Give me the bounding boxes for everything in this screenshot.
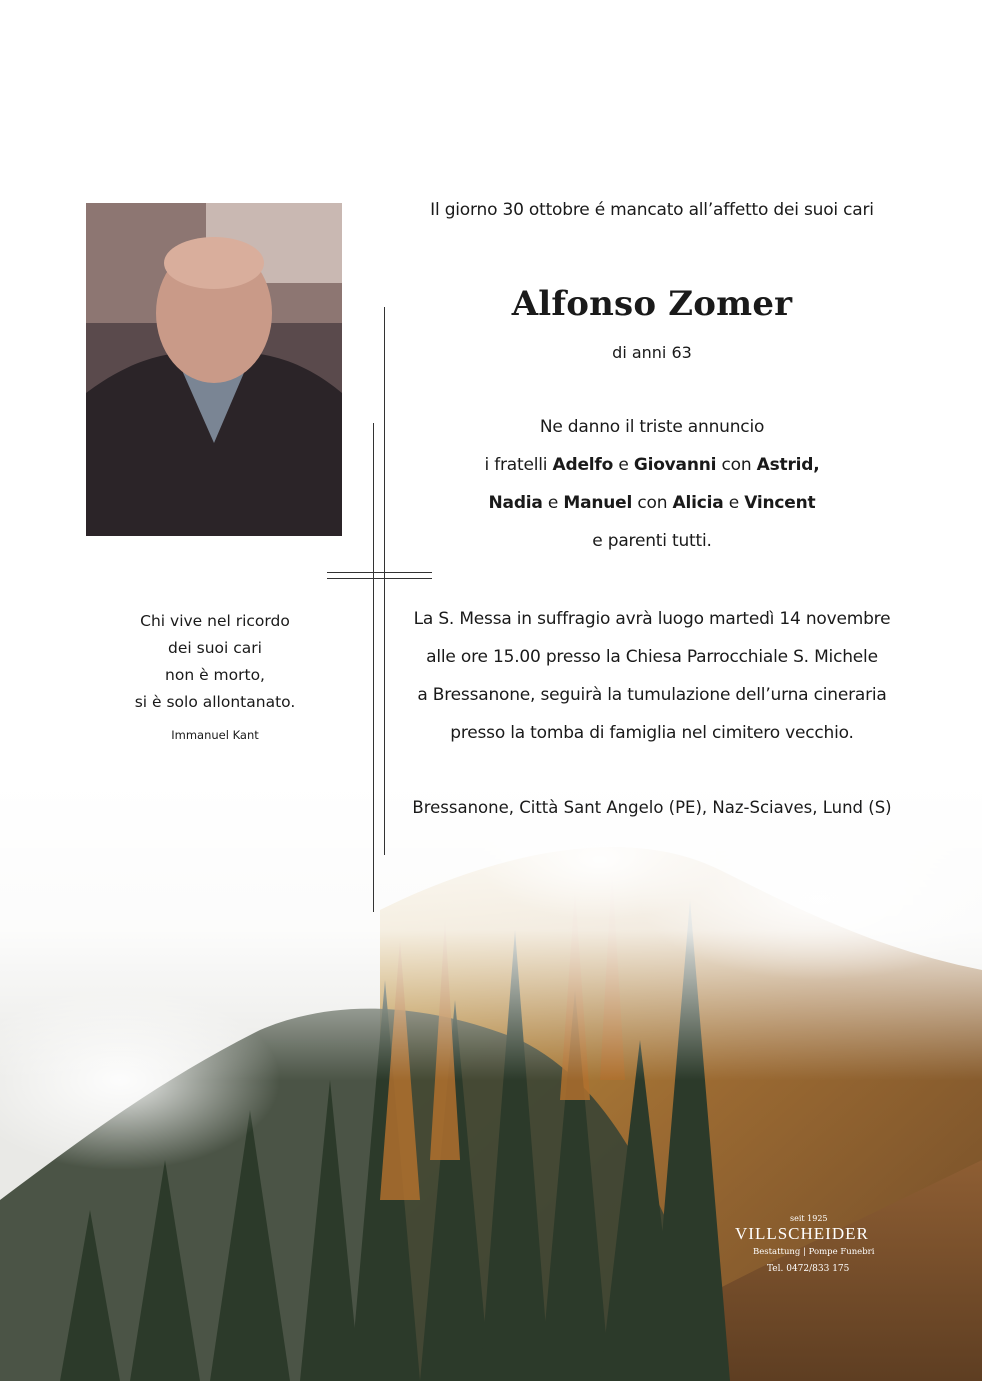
text-con: con xyxy=(721,455,752,475)
name-manuel: Manuel xyxy=(563,493,633,513)
announcement-line-1: Ne danno il triste annuncio xyxy=(539,417,765,437)
announcement-line-2 xyxy=(400,446,904,484)
name-vincent: Vincent xyxy=(744,493,816,513)
cross-vertical-line-1 xyxy=(384,307,385,855)
mass-details xyxy=(400,600,904,752)
cross-horizontal-line-2 xyxy=(327,578,432,579)
text-con: con xyxy=(637,493,668,513)
cross-vertical-line-2 xyxy=(373,423,374,912)
quote-line-3: non è morto, xyxy=(165,666,265,684)
forest-landscape-image xyxy=(0,780,982,1381)
portrait-illustration xyxy=(86,203,342,536)
text-fratelli: i fratelli xyxy=(484,455,548,475)
mass-line-1: La S. Messa in suffragio avrà luogo martedì 14 novembre xyxy=(413,609,891,629)
text-e: e xyxy=(618,455,629,475)
name-astrid: Astrid, xyxy=(756,455,820,475)
quote-line-4: si è solo allontanato. xyxy=(134,693,296,711)
announcement-line-4: e parenti tutti. xyxy=(592,531,712,551)
text-e: e xyxy=(547,493,559,513)
logo-brand: VILLSCHEIDER xyxy=(735,1224,869,1243)
intro-text: Il giorno 30 ottobre é mancato all’affetto dei suoi cari xyxy=(430,200,874,220)
deceased-portrait-photo xyxy=(86,203,342,536)
cross-horizontal-line-1 xyxy=(327,572,432,573)
quote-line-1: Chi vive nel ricordo xyxy=(140,612,290,630)
mass-line-3: a Bressanone, seguirà la tumulazione dell’urna cineraria xyxy=(417,685,887,705)
mass-line-2: alle ore 15.00 presso la Chiesa Parrocchiale S. Michele xyxy=(426,647,878,667)
quote xyxy=(120,608,310,716)
deceased-name: Alfonso Zomer xyxy=(511,284,793,324)
name-nadia: Nadia xyxy=(488,493,543,513)
logo-subtitle: Bestattung | Pompe Funebri xyxy=(753,1247,875,1257)
name-giovanni: Giovanni xyxy=(633,455,717,475)
text-e: e xyxy=(728,493,740,513)
mass-line-4: presso la tomba di famiglia nel cimitero vecchio. xyxy=(450,723,854,743)
deceased-age: di anni 63 xyxy=(612,343,692,362)
announcement-line-3 xyxy=(400,484,904,522)
quote-line-2: dei suoi cari xyxy=(168,639,262,657)
name-alicia: Alicia xyxy=(672,493,724,513)
quote-author: Immanuel Kant xyxy=(171,728,259,742)
places-line: Bressanone, Città Sant Angelo (PE), Naz-Sciaves, Lund (S) xyxy=(412,798,892,817)
logo-phone: Tel. 0472/833 175 xyxy=(767,1264,850,1274)
name-adelfo: Adelfo xyxy=(552,455,614,475)
logo-since: seit 1925 xyxy=(790,1214,828,1223)
announcement xyxy=(400,408,904,560)
